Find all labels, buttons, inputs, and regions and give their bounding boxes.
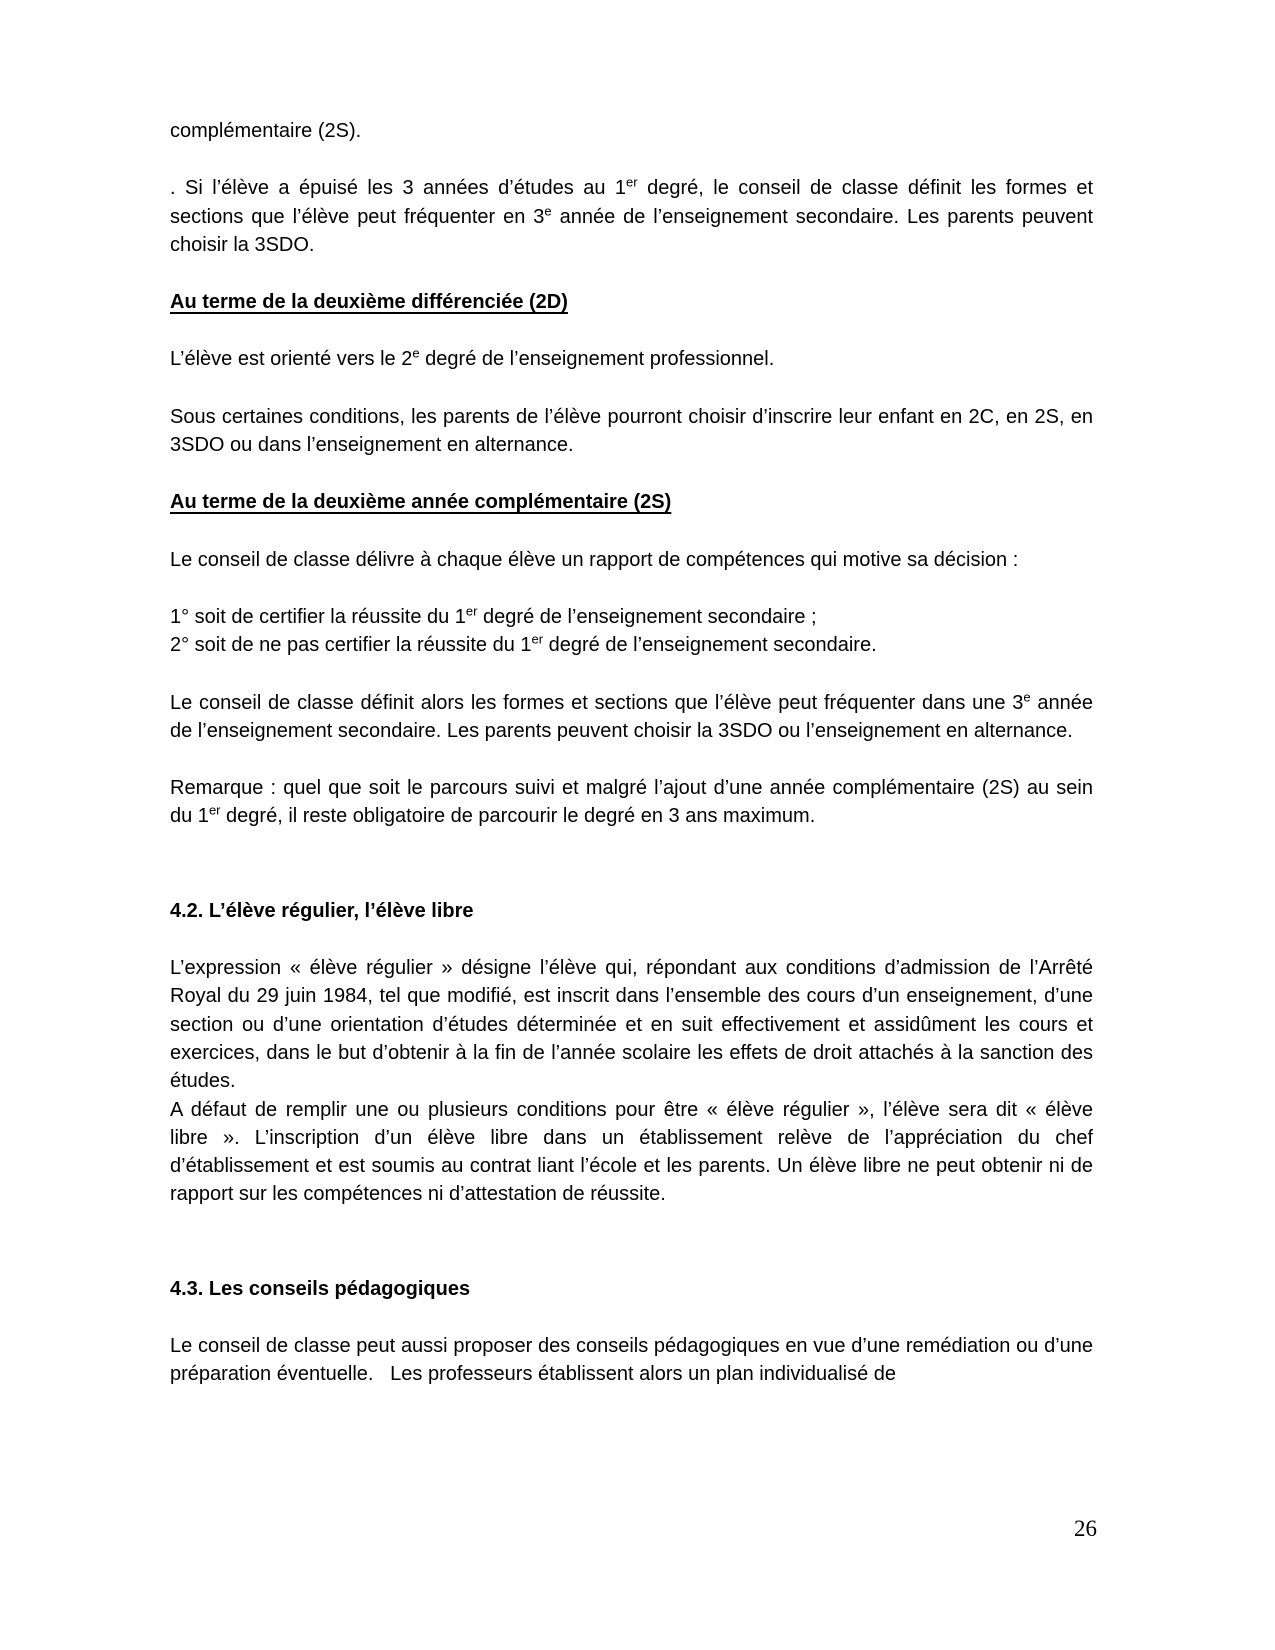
heading-4-2-eleve-regulier-libre: 4.2. L’élève régulier, l’élève libre [170, 899, 474, 922]
text-segment: degré de l’enseignement secondaire ; [477, 605, 817, 628]
superscript-er: er [626, 174, 638, 190]
list-item-1 [170, 603, 1093, 631]
paragraph-conseils-pedagogiques: Le conseil de classe peut aussi proposer des conseils pédagogiques en vue d’une remédiation ou d’une préparation éventuelle. Les professeurs établissent alors un plan individualisé de [170, 1335, 1093, 1386]
paragraph-si-eleve [170, 174, 1093, 259]
text-segment: Le conseil de classe définit alors les formes et sections que l’élève peut fréquenter dans une 3 [170, 691, 1024, 714]
paragraph-expression-eleve-regulier: L’expression « élève régulier » désigne l’élève qui, répondant aux conditions d’admission de l’Arrêté Royal du 29 juin 1984, tel que modifié, est inscrit dans l’ensemble des cours d’un enseignement, d’une section ou d’une orientation d’études déterminée et en suit effectivement et assidûment les cours et exercices, dans le but d’obtenir à la fin de l’année scolaire les effets de droit attachés à la sanction des études. [170, 957, 1093, 1093]
superscript-e: e [1023, 688, 1031, 704]
superscript-e: e [544, 202, 552, 218]
heading-au-terme-deuxieme-differenciee: Au terme de la deuxième différenciée (2D) [170, 291, 568, 314]
superscript-er: er [531, 631, 544, 647]
text-segment: degré de l’enseignement secondaire. [543, 634, 877, 657]
heading-4-3-conseils-pedagogiques: 4.3. Les conseils pédagogiques [170, 1277, 471, 1300]
paragraph-a-defaut: A défaut de remplir une ou plusieurs conditions pour être « élève régulier », l’élève sera dit « élève libre ». L’inscription d’un élève libre dans un établissement relève de l’appréciation du chef d’établissement et est soumis au contrat liant l’école et les parents. Un élève libre ne peut obtenir ni de rapport sur les compétences ni d’attestation de réussite. [170, 1098, 1093, 1206]
text-segment: . Si l’élève a épuisé les 3 années d’études au 1 [170, 177, 627, 200]
text-segment: degré, le conseil de classe définit les formes et sections que l’élève peut fréquenter en 3 [170, 177, 1094, 228]
page-content [170, 117, 1093, 1418]
page-number: 26 [1074, 1516, 1097, 1541]
paragraph-sous-conditions: Sous certaines conditions, les parents de l’élève pourront choisir d’inscrire leur enfant en 2C, en 2S, en 3SDO ou dans l’enseignement en alternance. [170, 405, 1093, 457]
text-segment: 2° soit de ne pas certifier la réussite du 1 [170, 634, 532, 657]
superscript-er: er [465, 603, 478, 619]
paragraph-remarque [170, 774, 1093, 831]
paragraph-definit-alors [170, 689, 1093, 746]
section-4-2-body [170, 954, 1093, 1209]
paragraph-complementaire: complémentaire (2S). [170, 120, 362, 142]
heading-au-terme-deuxieme-annee-complementaire: Au terme de la deuxième année complémentaire (2S) [170, 491, 672, 514]
paragraph-oriente [170, 345, 1093, 373]
list-item-2 [170, 631, 1093, 659]
text-segment: Remarque : quel que soit le parcours suivi et malgré l’ajout d’une année complémentaire (2S) au sein du 1 [170, 777, 1093, 828]
list-certification [170, 603, 1093, 660]
text-segment: degré de l’enseignement professionnel. [419, 348, 775, 371]
superscript-e: e [412, 345, 420, 361]
paragraph-rapport-competences: Le conseil de classe délivre à chaque élève un rapport de compétences qui motive sa décision : [170, 548, 1019, 571]
text-segment: année de l’enseignement secondaire. Les parents peuvent choisir la 3SDO. [170, 205, 1093, 256]
text-segment: 1° soit de certifier la réussite du 1 [170, 605, 466, 628]
text-segment: année de l’enseignement secondaire. Les parents peuvent choisir la 3SDO ou l’enseignement en alternance. [170, 691, 1094, 742]
text-segment: L’élève est orienté vers le 2 [170, 348, 413, 371]
text-segment: degré, il reste obligatoire de parcourir le degré en 3 ans maximum. [220, 805, 816, 828]
superscript-er: er [208, 802, 221, 818]
